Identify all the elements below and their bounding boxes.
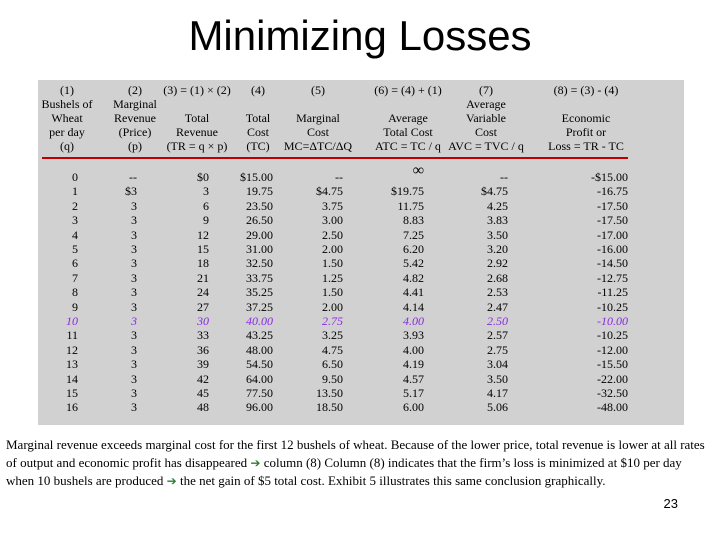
table-cell: 19.75 — [246, 184, 273, 199]
column-header-6-line-3: Average — [388, 111, 428, 125]
table-cell: 3 — [131, 198, 137, 213]
table-cell: 3 — [131, 314, 137, 328]
column-header-1-line-3: Wheat — [51, 111, 83, 125]
table-cell: -10.00 — [597, 314, 628, 328]
table-cell: -17.00 — [597, 227, 628, 242]
column-header-5-line-1: (5) — [311, 83, 325, 97]
table-cell: 3 — [72, 213, 78, 228]
table-cell: 2.68 — [487, 270, 508, 285]
page-number: 23 — [663, 496, 678, 511]
table-cell: 2.75 — [322, 314, 343, 328]
table-cell: 9.50 — [322, 371, 343, 386]
table-cell: $19.75 — [391, 184, 424, 199]
table-cell: $4.75 — [316, 184, 343, 199]
table-cell: 4.25 — [487, 198, 508, 213]
table-cell: 1.50 — [322, 285, 343, 300]
table-cell: 4.14 — [403, 299, 424, 314]
table-cell: 42 — [197, 371, 209, 386]
table-cell: 3 — [131, 256, 137, 271]
table-cell: 23.50 — [246, 198, 273, 213]
column-header-1-line-4: per day — [49, 125, 85, 139]
table-cell: 3.93 — [403, 328, 424, 343]
column-header-8-line-1: (8) = (3) - (4) — [553, 83, 619, 97]
table-cell: 36 — [197, 342, 209, 357]
table-cell: 3 — [131, 285, 137, 300]
table-cell: 2.53 — [487, 285, 508, 300]
table-cell: 33.75 — [246, 270, 273, 285]
table-cell: 18.50 — [316, 400, 343, 415]
column-header-3-line-5: (TR = q × p) — [166, 139, 228, 153]
table-cell: -48.00 — [597, 400, 628, 415]
arrow-right-icon: ➔ — [250, 455, 261, 470]
table-cell: 2 — [72, 198, 78, 213]
table-cell: 6.20 — [403, 242, 424, 256]
table-cell: 2.75 — [487, 342, 508, 357]
table-cell: 3.00 — [322, 213, 343, 228]
table-cell: 4.57 — [403, 371, 424, 386]
table-cell: 54.50 — [246, 357, 273, 372]
table-cell: 3 — [131, 400, 137, 415]
table-cell: 43.25 — [246, 328, 273, 343]
table-cell: 15 — [197, 242, 209, 256]
column-header-8-line-5: Loss = TR - TC — [548, 139, 624, 153]
table-cell: 15 — [66, 386, 78, 400]
column-header-8-line-4: Profit or — [565, 125, 607, 139]
table-cell: -11.25 — [597, 285, 628, 300]
table-cell: $0 — [197, 170, 209, 184]
table-cell: 8 — [72, 285, 78, 300]
table-cell: 30 — [197, 314, 209, 328]
table-cell: 4.82 — [403, 270, 424, 285]
table-cell: -15.50 — [597, 357, 628, 372]
table-cell: -14.50 — [597, 256, 628, 271]
table-cell: 5.17 — [403, 386, 424, 400]
column-header-7-line-5: AVC = TVC / q — [448, 139, 524, 153]
table-cell: 6 — [203, 198, 209, 213]
note-part-2: column (8) Column (8) indicates that the firm’s loss is minimized at $10 per day when 10 bushels are produced — [6, 454, 682, 488]
column-header-7-line-1: (7) — [479, 83, 493, 97]
column-header-5-line-3: Marginal — [296, 111, 340, 125]
table-cell: 11 — [66, 328, 78, 343]
table-cell: 11.75 — [397, 198, 424, 213]
table-cell: $15.00 — [240, 170, 273, 184]
table-cell: -12.00 — [597, 342, 628, 357]
table-cell: 2.47 — [487, 299, 508, 314]
table-cell: 3 — [131, 371, 137, 386]
data-table — [38, 80, 684, 425]
column-header-3-line-4: Revenue — [176, 125, 218, 139]
column-header-7-line-4: Cost — [474, 125, 497, 139]
explanation-text — [6, 436, 712, 491]
table-cell: 40.00 — [246, 314, 273, 328]
column-header-6-line-4: Total Cost — [383, 125, 433, 139]
table-cell: 6.50 — [322, 357, 343, 372]
table-cell: 9 — [72, 299, 78, 314]
table-cell: 5 — [72, 242, 78, 256]
column-header-5-line-4: Cost — [306, 125, 329, 139]
table-cell: 3.83 — [487, 213, 508, 228]
column-header-1-line-2: Bushels of — [41, 97, 93, 111]
table-cell: 3.04 — [487, 357, 508, 372]
table-cell: 31.00 — [246, 242, 273, 256]
table-cell: 26.50 — [246, 213, 273, 228]
column-header-3-line-3: Total — [184, 111, 210, 125]
table-cell: 9 — [203, 213, 209, 228]
column-header-4-line-5: (TC) — [246, 139, 270, 153]
table-cell: 2.57 — [487, 328, 508, 343]
table-cell: 13 — [66, 357, 78, 372]
table-cell: 3.20 — [487, 242, 508, 256]
table-cell: -10.25 — [597, 299, 628, 314]
table-cell: 3 — [131, 213, 137, 228]
header-underline — [42, 157, 628, 159]
table-cell: 27 — [197, 299, 209, 314]
column-header-6-line-1: (6) = (4) + (1) — [374, 83, 442, 97]
table-cell: $4.75 — [481, 184, 508, 199]
table-cell: 1 — [72, 184, 78, 199]
table-cell: -16.75 — [597, 184, 628, 199]
table-cell: 64.00 — [246, 371, 273, 386]
table-cell: 3 — [131, 227, 137, 242]
column-header-4-line-3: Total — [245, 111, 271, 125]
column-header-7-line-2: Average — [466, 97, 506, 111]
table-cell: 33 — [197, 328, 209, 343]
table-cell: 7.25 — [403, 227, 424, 242]
table-cell: -$15.00 — [591, 170, 628, 184]
table-cell: 2.92 — [487, 256, 508, 271]
table-cell: 5.06 — [487, 400, 508, 415]
table-cell: 12 — [197, 227, 209, 242]
table-cell: ∞ — [412, 162, 424, 179]
table-cell: 3 — [131, 270, 137, 285]
table-cell: 18 — [197, 256, 209, 271]
table-cell: 6 — [72, 256, 78, 271]
table-cell: 3.50 — [487, 227, 508, 242]
column-header-4-line-4: Cost — [246, 125, 269, 139]
table-cell: 3 — [131, 242, 137, 256]
table-cell: -17.50 — [597, 213, 628, 228]
table-cell: 29.00 — [246, 227, 273, 242]
table-cell: 1.25 — [322, 270, 343, 285]
table-cell: 6.00 — [403, 400, 424, 415]
table-cell: 3.50 — [487, 371, 508, 386]
table-cell: 5.42 — [403, 256, 424, 271]
column-header-2-line-1: (2) — [128, 83, 142, 97]
table-cell: -- — [129, 170, 137, 184]
table-cell: 8.83 — [403, 213, 424, 228]
column-header-2-line-4: (Price) — [118, 125, 152, 139]
table-cell: 16 — [66, 400, 78, 415]
table-cell: 12 — [66, 342, 78, 357]
table-cell: 32.50 — [246, 256, 273, 271]
table-cell: 24 — [197, 285, 209, 300]
table-cell: -- — [500, 170, 508, 184]
table-cell: 4.17 — [487, 386, 508, 400]
column-header-7-line-3: Variable — [466, 111, 506, 125]
column-header-6-line-5: ATC = TC / q — [375, 139, 441, 153]
table-cell: 45 — [197, 386, 209, 400]
table-cell: 2.00 — [322, 242, 343, 256]
column-header-2-line-3: Revenue — [114, 111, 156, 125]
table-cell: 4 — [72, 227, 78, 242]
table-cell: 3.25 — [322, 328, 343, 343]
table-cell: 3 — [131, 328, 137, 343]
table-cell: 2.50 — [322, 227, 343, 242]
table-cell: 21 — [197, 270, 209, 285]
table-cell: 4.19 — [403, 357, 424, 372]
table-cell: 0 — [72, 170, 78, 184]
table-cell: 2.00 — [322, 299, 343, 314]
table-cell: 3.75 — [322, 198, 343, 213]
table-cell: 3 — [203, 184, 209, 199]
table-cell: -10.25 — [597, 328, 628, 343]
table-cell: 1.50 — [322, 256, 343, 271]
note-part-1: Marginal revenue exceeds marginal cost for the first 12 bushels of wheat. Because of the lower price, total revenue is lower at all rates of output and economic profit has disappeared — [6, 437, 705, 470]
table-cell: 14 — [66, 371, 78, 386]
table-cell: 39 — [197, 357, 209, 372]
table-cell: -32.50 — [597, 386, 628, 400]
table-cell: -12.75 — [597, 270, 628, 285]
table-cell: 37.25 — [246, 299, 273, 314]
table-cell: -16.00 — [597, 242, 628, 256]
page-title: Minimizing Losses — [188, 12, 532, 59]
column-header-1-line-1: (1) — [60, 83, 74, 97]
table-cell: 35.25 — [246, 285, 273, 300]
column-header-4-line-1: (4) — [251, 83, 265, 97]
table-cell: 3 — [131, 342, 137, 357]
column-header-2-line-2: Marginal — [113, 97, 157, 111]
table-cell: -22.00 — [597, 371, 628, 386]
table-cell: 3 — [131, 357, 137, 372]
column-header-3-line-1: (3) = (1) × (2) — [163, 83, 231, 97]
table-cell: $3 — [125, 184, 137, 199]
table-cell: 4.41 — [403, 285, 424, 300]
table-cell: 48.00 — [246, 342, 273, 357]
table-cell: -- — [335, 170, 343, 184]
arrow-right-icon: ➔ — [166, 474, 177, 488]
table-cell: 4.00 — [403, 342, 424, 357]
table-cell: 48 — [197, 400, 209, 415]
table-cell: 2.50 — [487, 314, 508, 328]
table-cell: 4.75 — [322, 342, 343, 357]
column-header-8-line-3: Economic — [561, 111, 611, 125]
table-cell: 10 — [66, 314, 78, 328]
column-header-2-line-5: (p) — [128, 139, 142, 153]
table-cell: 3 — [131, 386, 137, 400]
table-cell: 3 — [131, 299, 137, 314]
table-cell: 77.50 — [246, 386, 273, 400]
column-header-5-line-5: MC=ΔTC/ΔQ — [283, 139, 353, 153]
table-cell: 96.00 — [246, 400, 273, 415]
column-header-1-line-5: (q) — [60, 139, 74, 153]
table-cell: -17.50 — [597, 198, 628, 213]
table-cell: 7 — [72, 270, 78, 285]
table-cell: 4.00 — [403, 314, 424, 328]
table-cell: 13.50 — [316, 386, 343, 400]
note-part-3: the net gain of $5 total cost. Exhibit 5 illustrates this same conclusion graphically. — [176, 473, 606, 488]
